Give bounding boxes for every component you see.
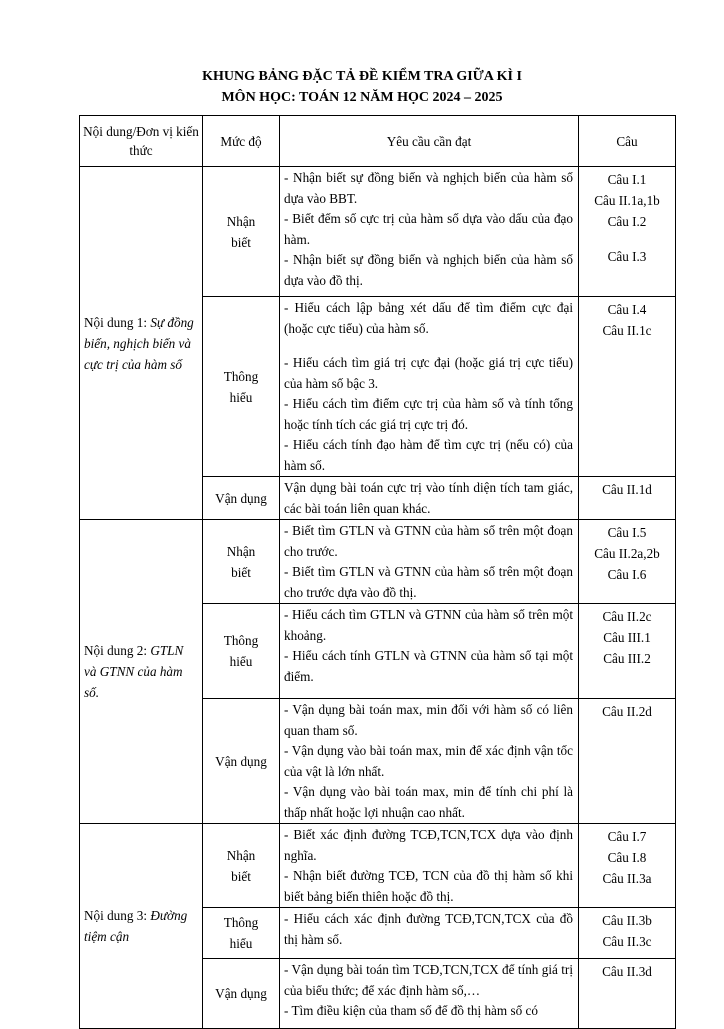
topic-label: Nội dung 2: bbox=[84, 643, 151, 658]
level-cell: Thông hiểu bbox=[203, 604, 280, 699]
question-ref: Câu II.3a bbox=[602, 871, 652, 886]
question-ref: Câu I.4 bbox=[607, 302, 647, 317]
requirements-cell bbox=[280, 477, 579, 520]
requirement-item: - Nhận biết sự đồng biến và nghịch biến của hàm số dựa vào đồ thị. bbox=[284, 252, 573, 288]
table-row bbox=[80, 167, 676, 297]
topic-name: Sự đồng biến, nghịch biến và cực trị của hàm số bbox=[84, 314, 194, 372]
requirements-cell bbox=[280, 824, 579, 908]
requirement-item: - Hiểu cách tính GTLN và GTNN của hàm số tại một điểm. bbox=[284, 648, 573, 684]
requirement-item: Vận dụng bài toán cực trị vào tính diện tích tam giác, các bài toán liên quan khác. bbox=[284, 480, 573, 516]
question-cell bbox=[579, 908, 676, 959]
requirement-item: - Hiểu cách lập bảng xét dấu để tìm điểm cực đại (hoặc cực tiểu) của hàm số. bbox=[284, 300, 573, 336]
question-ref: Câu II.2a,2b bbox=[594, 546, 660, 561]
question-ref: Câu II.1c bbox=[602, 323, 652, 338]
question-ref: Câu III.2 bbox=[603, 651, 651, 666]
document-title: KHUNG BẢNG ĐẶC TẢ ĐỀ KIỂM TRA GIỮA KÌ I bbox=[202, 69, 522, 84]
level-cell: Vận dụng bbox=[203, 477, 280, 520]
document-subtitle: MÔN HỌC: TOÁN 12 NĂM HỌC 2024 – 2025 bbox=[221, 90, 503, 105]
question-cell bbox=[579, 604, 676, 699]
question-cell bbox=[579, 824, 676, 908]
requirement-item: - Vận dụng vào bài toán max, min để xác định vận tốc của vật là lớn nhất. bbox=[284, 743, 573, 779]
topic-label: Nội dung 3: bbox=[84, 908, 151, 923]
requirements-cell bbox=[280, 699, 579, 824]
question-ref: Câu II.3b bbox=[602, 913, 652, 928]
header-content: Nội dung/Đơn vị kiến thức bbox=[80, 116, 203, 167]
question-cell bbox=[579, 959, 676, 1029]
question-ref: Câu II.3d bbox=[602, 964, 652, 979]
question-cell bbox=[579, 699, 676, 824]
requirement-item: - Tìm điều kiện của tham số để đồ thị hàm số có bbox=[284, 1003, 538, 1018]
level-cell: Thông hiểu bbox=[203, 297, 280, 477]
requirements-cell bbox=[280, 959, 579, 1029]
question-ref: Câu II.2c bbox=[602, 609, 652, 624]
requirement-item: - Biết xác định đường TCĐ,TCN,TCX dựa vào định nghĩa. bbox=[284, 827, 573, 863]
level-cell: Nhận biết bbox=[203, 824, 280, 908]
question-cell bbox=[579, 167, 676, 297]
requirements-cell bbox=[280, 520, 579, 604]
table-header-row bbox=[80, 116, 676, 167]
question-ref: Câu I.6 bbox=[607, 567, 647, 582]
requirement-item: - Hiểu cách tìm giá trị cực đại (hoặc giá trị cực tiểu) của hàm số bậc 3. bbox=[284, 355, 573, 391]
topic-cell bbox=[80, 167, 203, 520]
question-ref: Câu I.1 bbox=[607, 172, 647, 187]
requirement-item: - Hiểu cách tìm GTLN và GTNN của hàm số trên một khoảng. bbox=[284, 607, 573, 643]
requirement-item: - Hiểu cách xác định đường TCĐ,TCN,TCX của đồ thị hàm số. bbox=[284, 911, 573, 947]
table-body bbox=[80, 167, 676, 1029]
topic-name: GTLN và GTNN của hàm số. bbox=[84, 643, 184, 700]
table-row bbox=[80, 824, 676, 908]
requirements-cell bbox=[280, 167, 579, 297]
requirement-item: - Nhận biết sự đồng biến và nghịch biến của hàm số dựa vào BBT. bbox=[284, 170, 573, 206]
header-requirements: Yêu cầu cần đạt bbox=[280, 116, 579, 167]
topic-cell bbox=[80, 824, 203, 1029]
requirement-item: - Hiểu cách tìm điểm cực trị của hàm số và tính tổng hoặc tính tích các giá trị cực trị đó. bbox=[284, 396, 573, 432]
requirement-item: - Nhận biết đường TCĐ, TCN của đồ thị hàm số khi biết bảng biến thiên hoặc đồ thị. bbox=[284, 868, 573, 904]
question-cell bbox=[579, 477, 676, 520]
requirement-item: - Biết đếm số cực trị của hàm số dựa vào dấu của đạo hàm. bbox=[284, 211, 573, 247]
requirements-cell bbox=[280, 604, 579, 699]
requirement-item: - Vận dụng bài toán tìm TCĐ,TCN,TCX để tính giá trị của biểu thức; để xác định hàm số,… bbox=[284, 962, 573, 998]
requirement-item: - Vận dụng vào bài toán max, min để tính chi phí là thấp nhất hoặc lợi nhuận cao nhất. bbox=[284, 784, 573, 820]
question-cell bbox=[579, 520, 676, 604]
question-ref: Câu I.3 bbox=[607, 249, 647, 264]
requirement-item: - Biết tìm GTLN và GTNN của hàm số trên một đoạn cho trước dựa vào đồ thị. bbox=[284, 564, 573, 600]
requirement-item: - Biết tìm GTLN và GTNN của hàm số trên một đoạn cho trước. bbox=[284, 523, 573, 559]
level-cell: Nhận biết bbox=[203, 167, 280, 297]
question-ref: Câu I.7 bbox=[607, 829, 647, 844]
topic-cell bbox=[80, 520, 203, 824]
level-cell: Vận dụng bbox=[203, 699, 280, 824]
question-ref: Câu I.2 bbox=[607, 214, 647, 229]
requirements-cell bbox=[280, 297, 579, 477]
question-ref: Câu I.5 bbox=[607, 525, 647, 540]
spec-table bbox=[79, 115, 676, 1029]
question-ref: Câu II.2d bbox=[602, 704, 652, 719]
question-ref: Câu II.1a,1b bbox=[594, 193, 660, 208]
question-cell bbox=[579, 297, 676, 477]
table-row bbox=[80, 520, 676, 604]
question-ref: Câu I.8 bbox=[607, 850, 647, 865]
level-cell: Thông hiểu bbox=[203, 908, 280, 959]
level-cell: Vận dụng bbox=[203, 959, 280, 1029]
question-ref: Câu II.3c bbox=[602, 934, 652, 949]
question-ref: Câu III.1 bbox=[603, 630, 651, 645]
header-question: Câu bbox=[579, 116, 676, 167]
level-cell: Nhận biết bbox=[203, 520, 280, 604]
topic-label: Nội dung 1: bbox=[84, 314, 151, 330]
topic-name: Đường tiệm cận bbox=[84, 908, 188, 944]
requirement-item: - Hiểu cách tính đạo hàm để tìm cực trị (nếu có) của hàm số. bbox=[284, 437, 573, 473]
question-ref: Câu II.1d bbox=[602, 482, 652, 497]
requirements-cell bbox=[280, 908, 579, 959]
requirement-item: - Vận dụng bài toán max, min đối với hàm số có liên quan tham số. bbox=[284, 702, 573, 738]
header-level: Mức độ bbox=[203, 116, 280, 167]
